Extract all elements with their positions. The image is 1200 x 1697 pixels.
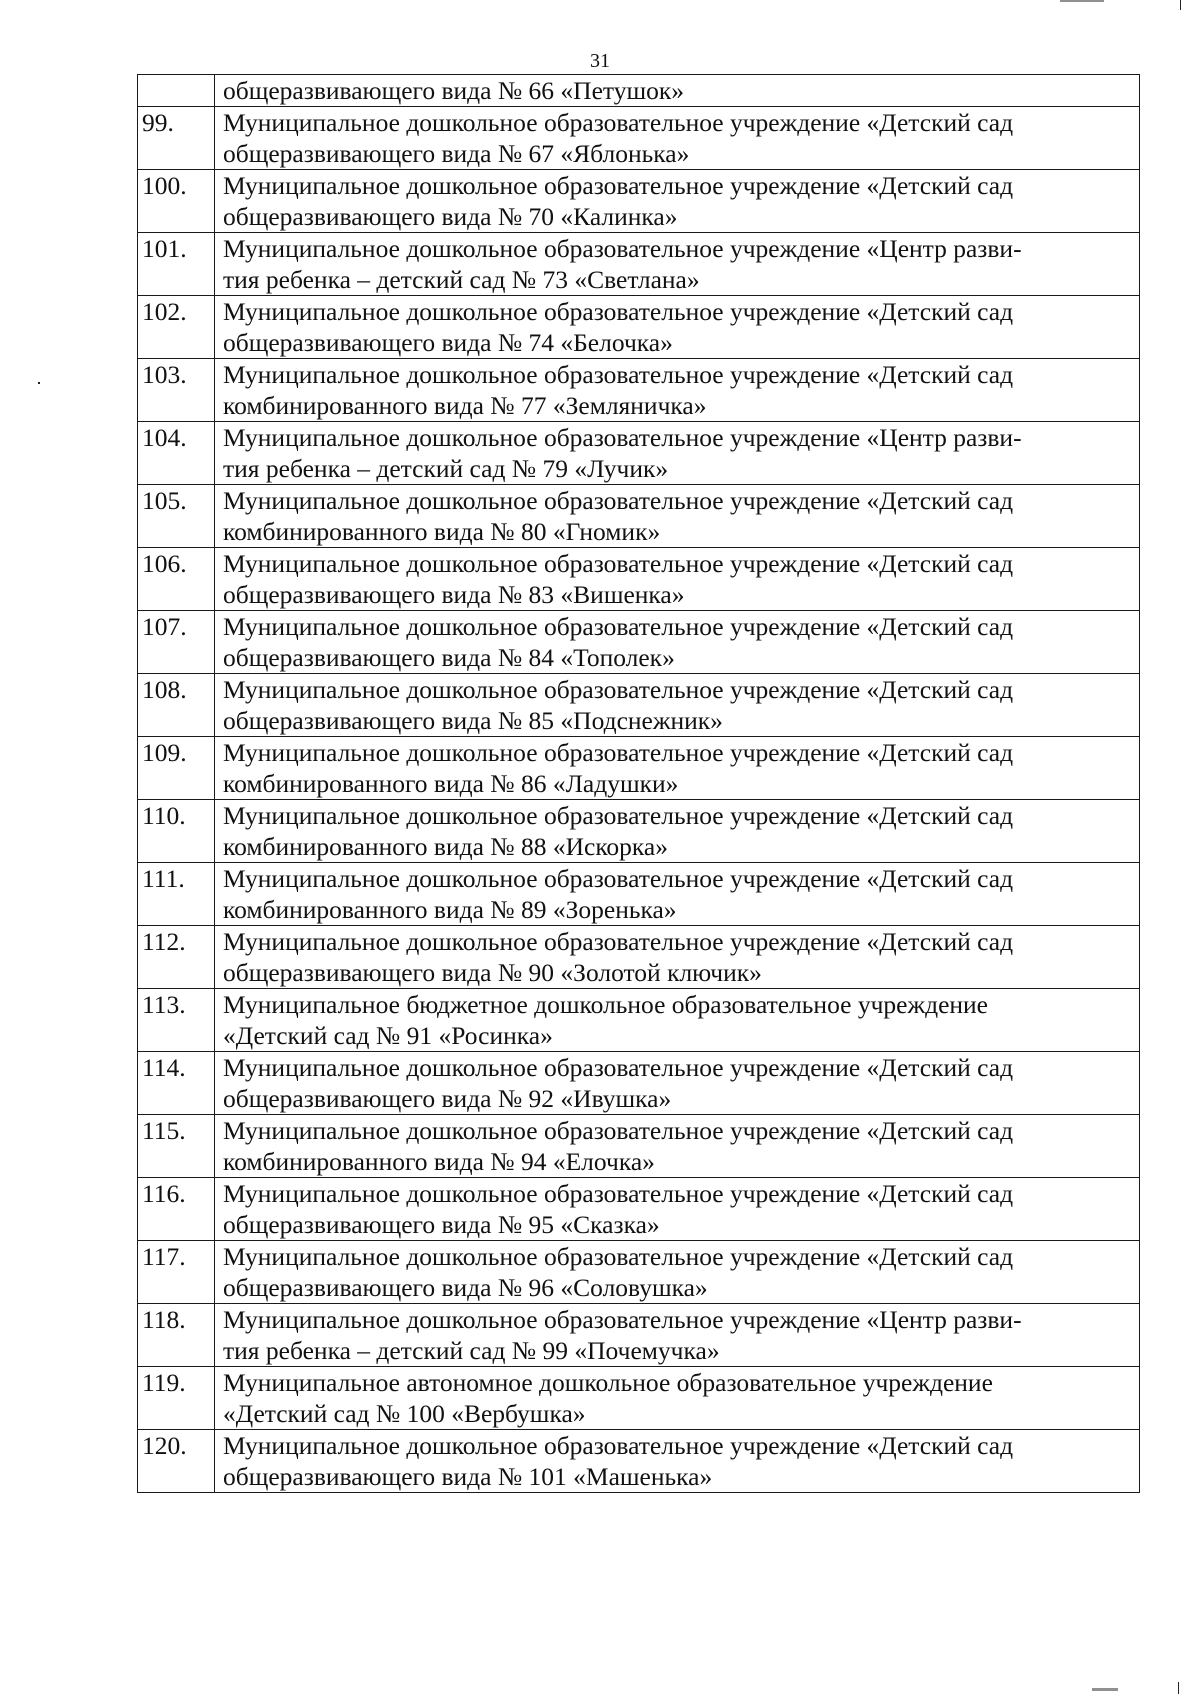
table-row	[138, 674, 1140, 737]
table-row	[138, 1052, 1140, 1115]
row-number-cell: 114.	[138, 1052, 215, 1115]
table-row	[138, 1430, 1140, 1493]
institution-name-line: Муниципальное дошкольное образовательное учреждение «Детский сад	[223, 171, 1014, 200]
institution-name-line: Муниципальное дошкольное образовательное учреждение «Центр разви-	[223, 234, 1022, 263]
table-row	[138, 107, 1140, 170]
table-row	[138, 1241, 1140, 1304]
row-number-cell: 102.	[138, 296, 215, 359]
row-number-cell: 117.	[138, 1241, 215, 1304]
institution-name-line: Муниципальное дошкольное образовательное учреждение «Детский сад	[223, 864, 1014, 893]
institution-name-line: Муниципальное дошкольное образовательное учреждение «Детский сад	[223, 486, 1014, 515]
institution-name-line: Муниципальное дошкольное образовательное учреждение «Детский сад	[223, 1116, 1014, 1145]
institution-name-line: «Детский сад № 100 «Вербушка»	[223, 1399, 586, 1428]
institution-name-cell	[215, 674, 1140, 737]
table-row	[138, 485, 1140, 548]
scan-mark-bottom-right-tick	[1178, 1682, 1179, 1694]
row-number-cell: 118.	[138, 1304, 215, 1367]
row-number-cell: 115.	[138, 1115, 215, 1178]
table-row	[138, 737, 1140, 800]
scan-mark-top-right	[1060, 0, 1104, 2]
table-row	[138, 422, 1140, 485]
row-number-cell: 101.	[138, 233, 215, 296]
institution-name-line: тия ребенка – детский сад № 79 «Лучик»	[223, 454, 669, 483]
institution-name-line: комбинированного вида № 89 «Зоренька»	[223, 895, 677, 924]
table-row	[138, 926, 1140, 989]
institution-name-cell	[215, 737, 1140, 800]
table-row	[138, 611, 1140, 674]
institution-name-cell	[215, 989, 1140, 1052]
institution-name-cell	[215, 800, 1140, 863]
institution-name-line: тия ребенка – детский сад № 73 «Светлана»	[223, 265, 700, 294]
institution-name-line: общеразвивающего вида № 84 «Тополек»	[223, 643, 675, 672]
scan-mark-top-right-tick	[1180, 0, 1181, 10]
row-number-cell: 105.	[138, 485, 215, 548]
institution-name-line: комбинированного вида № 80 «Гномик»	[223, 517, 661, 546]
scan-mark-bottom-right	[1092, 1688, 1118, 1691]
institution-name-line: тия ребенка – детский сад № 99 «Почемучка»	[223, 1336, 720, 1365]
institution-name-line: общеразвивающего вида № 85 «Подснежник»	[223, 706, 723, 735]
row-number-cell: 104.	[138, 422, 215, 485]
institution-name-line: общеразвивающего вида № 90 «Золотой ключик»	[223, 958, 762, 987]
table-row	[138, 1367, 1140, 1430]
row-number-cell: 111.	[138, 863, 215, 926]
institution-name-line: Муниципальное дошкольное образовательное учреждение «Детский сад	[223, 549, 1014, 578]
table-row	[138, 548, 1140, 611]
table-row	[138, 296, 1140, 359]
institution-name-cell	[215, 1115, 1140, 1178]
institution-name-cell	[215, 1367, 1140, 1430]
table-row-continuation	[138, 75, 1140, 107]
row-number-cell: 109.	[138, 737, 215, 800]
institution-name-line: Муниципальное дошкольное образовательное учреждение «Детский сад	[223, 297, 1014, 326]
institution-name-cell	[215, 1241, 1140, 1304]
institution-name-line: Муниципальное дошкольное образовательное учреждение «Детский сад	[223, 738, 1014, 767]
row-number-cell: 100.	[138, 170, 215, 233]
institution-name-cell	[215, 548, 1140, 611]
row-number-cell: 120.	[138, 1430, 215, 1493]
institution-name-cell	[215, 296, 1140, 359]
institution-name-line: комбинированного вида № 77 «Земляничка»	[223, 391, 707, 420]
institution-name-line: общеразвивающего вида № 74 «Белочка»	[223, 328, 673, 357]
institution-name-line: комбинированного вида № 94 «Елочка»	[223, 1147, 655, 1176]
institution-name-line: Муниципальное дошкольное образовательное учреждение «Центр разви-	[223, 423, 1022, 452]
row-number-cell: 113.	[138, 989, 215, 1052]
institution-name-line: общеразвивающего вида № 95 «Сказка»	[223, 1210, 660, 1239]
table-row	[138, 1115, 1140, 1178]
institution-name-line: Муниципальное бюджетное дошкольное образовательное учреждение	[223, 990, 988, 1019]
institution-name-line: Муниципальное дошкольное образовательное учреждение «Детский сад	[223, 360, 1014, 389]
institution-name-line: Муниципальное дошкольное образовательное учреждение «Детский сад	[223, 801, 1014, 830]
row-number-cell: 112.	[138, 926, 215, 989]
institution-name-cell	[215, 863, 1140, 926]
institution-name-line: Муниципальное автономное дошкольное образовательное учреждение	[223, 1368, 993, 1397]
institution-name-cell	[215, 359, 1140, 422]
page-number: 31	[590, 50, 610, 72]
row-number-cell: 103.	[138, 359, 215, 422]
row-number-cell	[138, 75, 215, 107]
institution-name-line: Муниципальное дошкольное образовательное учреждение «Детский сад	[223, 1242, 1014, 1271]
institution-name-line: общеразвивающего вида № 67 «Яблонька»	[223, 139, 690, 168]
institutions-table-body	[138, 75, 1140, 1493]
institution-name-line: Муниципальное дошкольное образовательное учреждение «Детский сад	[223, 108, 1014, 137]
institution-name-cell	[215, 1304, 1140, 1367]
institution-name-cell	[215, 75, 1140, 107]
institution-name-cell	[215, 611, 1140, 674]
table-row	[138, 359, 1140, 422]
institution-name-line: Муниципальное дошкольное образовательное учреждение «Детский сад	[223, 1431, 1014, 1460]
table-row	[138, 1178, 1140, 1241]
institution-name-cell	[215, 1430, 1140, 1493]
table-row	[138, 233, 1140, 296]
institution-name-line: общеразвивающего вида № 101 «Машенька»	[223, 1462, 713, 1491]
institution-name-cell	[215, 170, 1140, 233]
institution-name-line: Муниципальное дошкольное образовательное учреждение «Детский сад	[223, 675, 1014, 704]
institution-name-line: комбинированного вида № 86 «Ладушки»	[223, 769, 679, 798]
institution-name-line: Муниципальное дошкольное образовательное учреждение «Детский сад	[223, 1053, 1014, 1082]
institution-name-line: общеразвивающего вида № 66 «Петушок»	[223, 76, 684, 105]
row-number-cell: 116.	[138, 1178, 215, 1241]
institution-name-cell	[215, 422, 1140, 485]
row-number-cell: 99.	[138, 107, 215, 170]
institution-name-cell	[215, 1052, 1140, 1115]
row-number-cell: 119.	[138, 1367, 215, 1430]
institution-name-cell	[215, 926, 1140, 989]
institution-name-line: общеразвивающего вида № 96 «Соловушка»	[223, 1273, 708, 1302]
institution-name-line: Муниципальное дошкольное образовательное учреждение «Детский сад	[223, 1179, 1014, 1208]
institution-name-cell	[215, 233, 1140, 296]
row-number-cell: 110.	[138, 800, 215, 863]
institution-name-cell	[215, 107, 1140, 170]
institution-name-line: общеразвивающего вида № 70 «Калинка»	[223, 202, 678, 231]
row-number-cell: 106.	[138, 548, 215, 611]
institution-name-line: Муниципальное дошкольное образовательное учреждение «Детский сад	[223, 927, 1014, 956]
table-row	[138, 863, 1140, 926]
scan-dot-left	[38, 382, 40, 384]
institution-name-line: «Детский сад № 91 «Росинка»	[223, 1021, 553, 1050]
institution-name-line: общеразвивающего вида № 83 «Вишенка»	[223, 580, 685, 609]
institution-name-line: Муниципальное дошкольное образовательное учреждение «Центр разви-	[223, 1305, 1022, 1334]
table-row	[138, 1304, 1140, 1367]
table-row	[138, 989, 1140, 1052]
institutions-table	[137, 74, 1140, 1493]
table-row	[138, 800, 1140, 863]
institution-name-line: комбинированного вида № 88 «Искорка»	[223, 832, 669, 861]
institution-name-cell	[215, 1178, 1140, 1241]
row-number-cell: 107.	[138, 611, 215, 674]
institution-name-cell	[215, 485, 1140, 548]
row-number-cell: 108.	[138, 674, 215, 737]
institution-name-line: общеразвивающего вида № 92 «Ивушка»	[223, 1084, 672, 1113]
institution-name-line: Муниципальное дошкольное образовательное учреждение «Детский сад	[223, 612, 1014, 641]
table-row	[138, 170, 1140, 233]
